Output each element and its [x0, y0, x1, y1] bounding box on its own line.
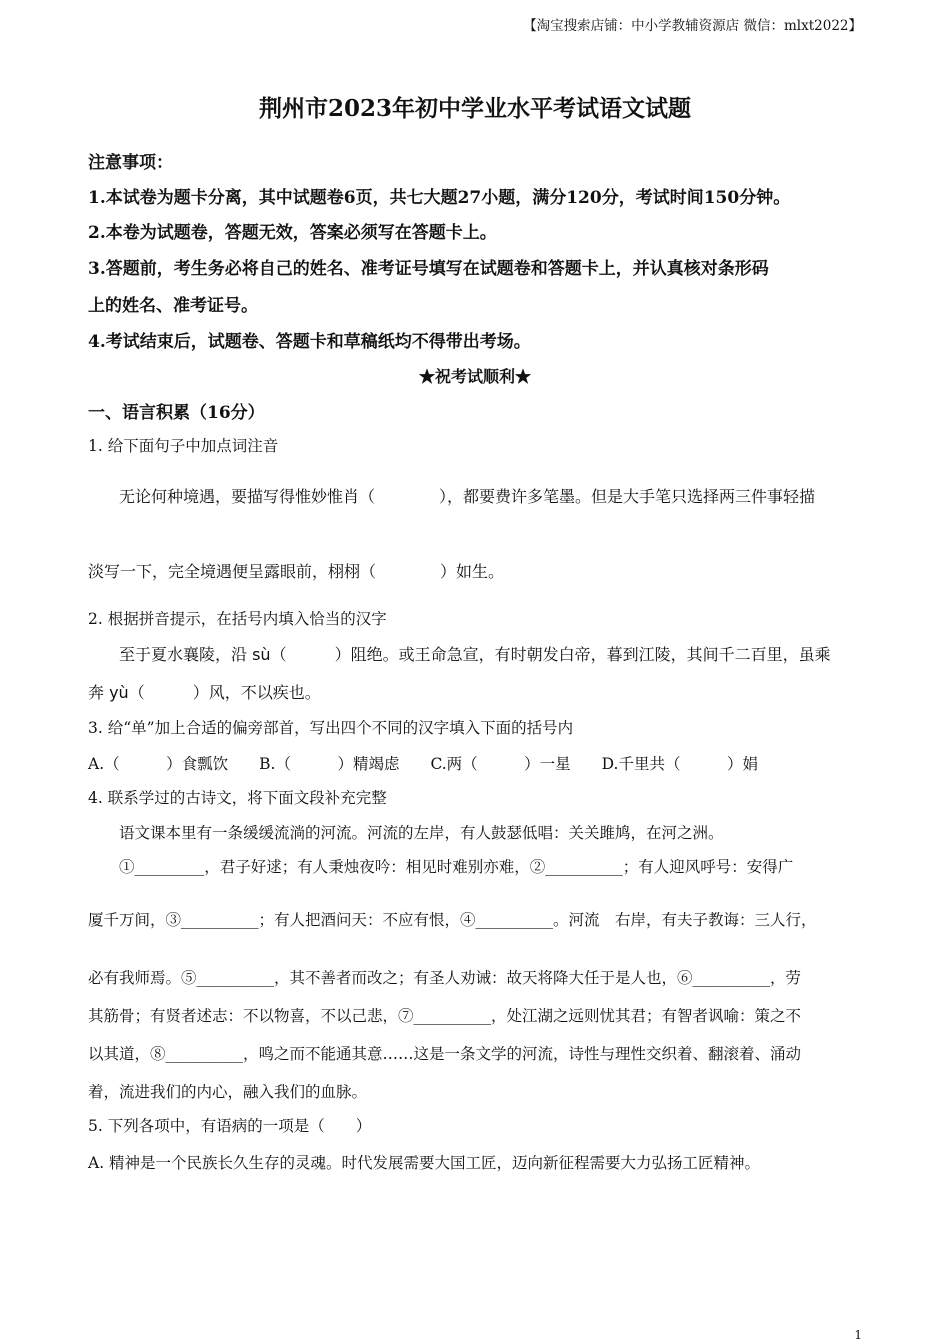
- section-heading: 一、语言积累（16分）: [88, 403, 265, 423]
- question-2-line: 奔 yù（ ）风，不以疾也。: [88, 683, 321, 702]
- notice-line: 4.考试结束后，试题卷、答题卡和草稿纸均不得带出考场。: [88, 332, 531, 352]
- header-note: 【淘宝搜索店铺：中小学教辅资源店 微信：mlxt2022】: [523, 18, 862, 34]
- question-1-line: 淡写一下，完全境遇便呈露眼前，栩栩（ ）如生。: [88, 562, 505, 581]
- question-5-option-a: A. 精神是一个民族长久生存的灵魂。时代发展需要大国工匠，迈向新征程需要大力弘扬工匠精神。: [88, 1154, 761, 1172]
- question-4-line: 必有我师焉。⑤__________，其不善者而改之；有圣人劝诫：故天将降大任于是人也，⑥__________，劳: [88, 969, 802, 987]
- question-3-options: A.（ ）食瓢饮 B.（ ）精竭虑 C.两（ ）一星 D.千里共（ ）娟: [88, 755, 758, 773]
- question-1-stem: 1. 给下面句子中加点词注音: [88, 437, 279, 455]
- question-4-line: ①_________，君子好逑；有人秉烛夜吟：相见时难别亦难，②__________；有人迎风呼号：安得广: [119, 858, 794, 876]
- question-3-stem: 3. 给“单”加上合适的偏旁部首，写出四个不同的汉字填入下面的括号内: [88, 719, 574, 737]
- question-4-stem: 4. 联系学过的古诗文，将下面文段补充完整: [88, 789, 387, 807]
- question-4-line: 以其道，⑧__________，鸣之而不能通其意……这是一条文学的河流，诗性与理性交织着、翻滚着、涌动: [88, 1045, 802, 1063]
- question-1-line: 无论何种境遇，要描写得惟妙惟肖（ ），都要费许多笔墨。但是大手笔只选择两三件事轻描: [119, 487, 816, 506]
- question-5-stem: 5. 下列各项中，有语病的一项是（ ）: [88, 1117, 372, 1135]
- notice-line: 上的姓名、准考证号。: [88, 296, 258, 316]
- question-4-line: 着，流进我们的内心，融入我们的血脉。: [88, 1083, 368, 1101]
- notice-heading: 注意事项：: [88, 153, 173, 173]
- notice-line: 1.本试卷为题卡分离，其中试题卷6页，共七大题27小题，满分120分，考试时间150分钟。: [88, 188, 791, 208]
- question-4-line: 厦千万间，③__________；有人把酒问天：不应有恨，④__________。河流 右岸，有夫子教诲：三人行，: [88, 911, 817, 929]
- page-number: 1: [854, 1328, 862, 1342]
- notice-line: 3.答题前，考生务必将自己的姓名、准考证号填写在试题卷和答题卡上，并认真核对条形码: [88, 259, 769, 279]
- notice-line: 2.本卷为试题卷，答题无效，答案必须写在答题卡上。: [88, 223, 497, 243]
- question-2-stem: 2. 根据拼音提示，在括号内填入恰当的汉字: [88, 610, 387, 628]
- question-2-line: 至于夏水襄陵，沿 sù（ ）阻绝。或王命急宣，有时朝发白帝，暮到江陵，其间千二百里，虽乘: [119, 645, 831, 664]
- blessing: ★祝考试顺利★: [418, 367, 531, 386]
- question-4-line: 语文课本里有一条缓缓流淌的河流。河流的左岸，有人鼓瑟低唱：关关雎鸠，在河之洲。: [119, 824, 724, 842]
- page-title: 荆州市2023年初中学业水平考试语文试题: [258, 95, 691, 122]
- question-4-line: 其筋骨；有贤者述志：不以物喜，不以己悲，⑦__________，处江湖之远则忧其君；有智者讽喻：策之不: [88, 1007, 802, 1025]
